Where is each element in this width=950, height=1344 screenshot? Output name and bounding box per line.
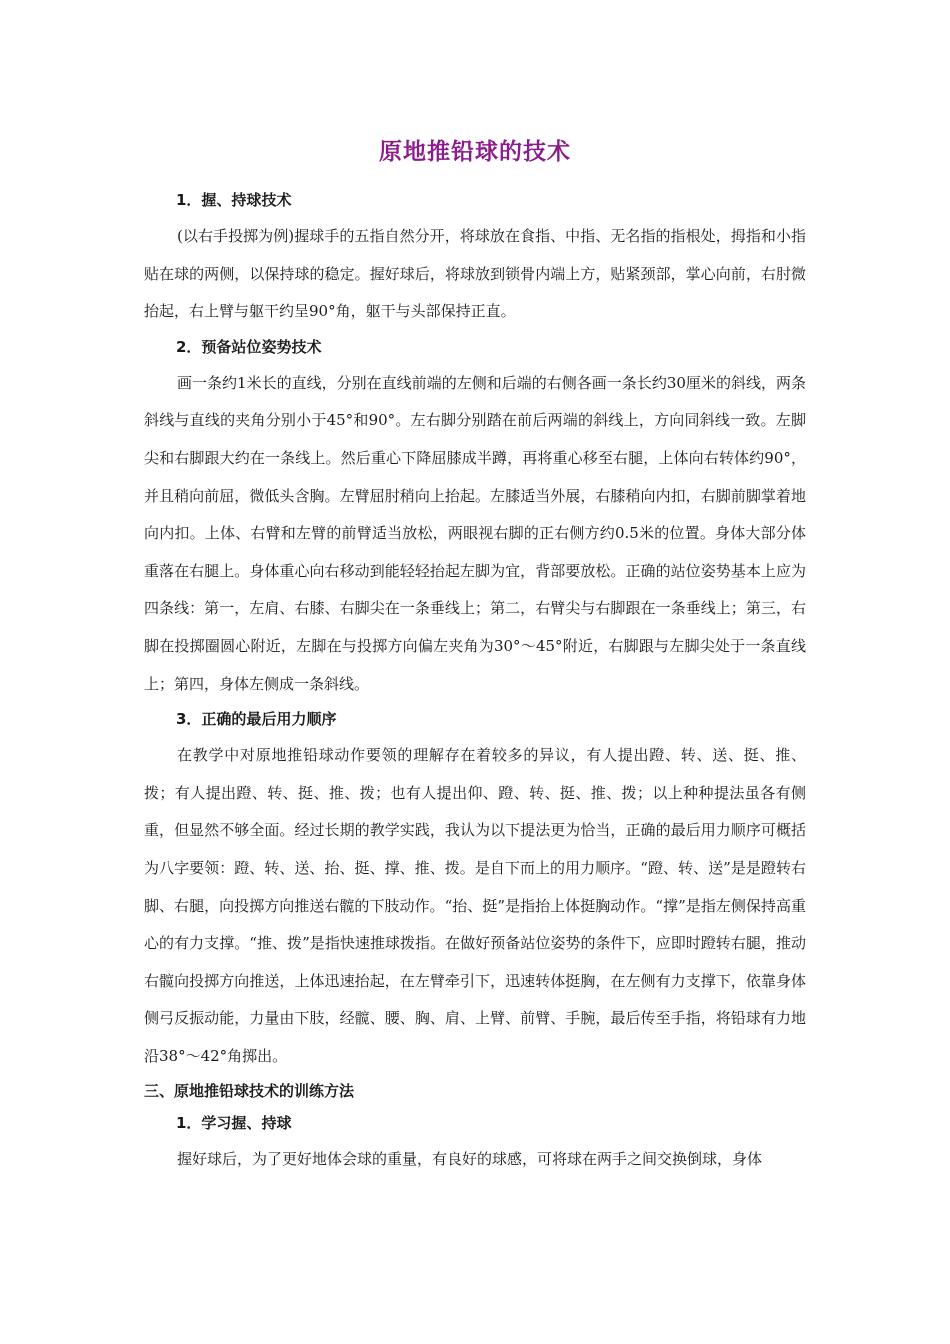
section-heading-stance: 2．预备站位姿势技术 xyxy=(176,337,322,356)
document-body xyxy=(144,184,806,1179)
section-paragraph-force-order: 在教学中对原地推铅球动作要领的理解存在着较多的异议，有人提出蹬、转、送、挺、推、拨；有人提出蹬、转、挺、推、拨；也有人提出仰、蹬、转、挺、推、拨；以上种种提法虽各有侧重，但显然不够全面。经过长期的教学实践，我认为以下提法更为恰当，正确的最后用力顺序可概括为八字要领：蹬、转、送、抬、挺、撑、推、拨。是自下而上的用力顺序。“蹬、转、送”是是蹬转右脚、右腿，向投掷方向推送右髋的下肢动作。“抬、挺”是指抬上体挺胸动作。“撑”是指左侧保持高重心的有力支撑。“推、拨”是指快速推球拨指。在做好预备站位姿势的条件下，应即时蹬转右腿，推动右髋向投掷方向推送，上体迅速抬起，在左臂牵引下，迅速转体挺胸，在左侧有力支撑下，依靠身体侧弓反振动能，力量由下肢，经髋、腰、胸、肩、上臂、前臂、手腕，最后传至手指，将铅球有力地沿38°～42°角掷出。 xyxy=(144,746,806,1065)
page-title: 原地推铅球的技术 xyxy=(379,139,571,165)
section-heading-force-order: 3．正确的最后用力顺序 xyxy=(176,710,337,729)
section-paragraph-stance: 画一条约1米长的直线，分别在直线前端的左侧和后端的右侧各画一条长约30厘米的斜线，两条斜线与直线的夹角分别小于45°和90°。左右脚分别踏在前后两端的斜线上，方向同斜线一致。左脚尖和右脚跟大约在一条线上。然后重心下降屈膝成半蹲，再将重心移至右腿，上体向右转体约90°，并且稍向前屈，微低头含胸。左臂屈肘稍向上抬起。左膝适当外展，右膝稍向内扣，右脚前脚掌着地向内扣。上体、右臂和左臂的前臂适当放松，两眼视右脚的正右侧方约0.5米的位置。身体大部分体重落在右腿上。身体重心向右移动到能轻轻抬起左脚为宜，背部要放松。正确的站位姿势基本上应为四条线：第一，左肩、右膝、右脚尖在一条垂线上；第二，右臂尖与右脚跟在一条垂线上；第三，右脚在投掷圈圆心附近，左脚在与投掷方向偏左夹角为30°～45°附近，右脚跟与左脚尖处于一条直线上；第四，身体左侧成一条斜线。 xyxy=(144,373,806,693)
section-heading-grip: 1．握、持球技术 xyxy=(176,191,292,209)
section-paragraph-grip: (以右手投掷为例)握球手的五指自然分开，将球放在食指、中指、无名指的指根处，拇指和小指贴在球的两侧，以保持球的稳定。握好球后，将球放到锁骨内端上方，贴紧颈部，掌心向前，右肘微抬起，右上臂与躯干约呈90°角，躯干与头部保持正直。 xyxy=(144,227,806,321)
subsection-paragraph-learn-grip: 握好球后，为了更好地体会球的重量，有良好的球感，可将球在两手之间交换倒球，身体 xyxy=(177,1150,763,1169)
subsection-heading-learn-grip: 1．学习握、持球 xyxy=(176,1114,292,1133)
part-heading-training: 三、原地推铅球技术的训练方法 xyxy=(144,1082,355,1101)
